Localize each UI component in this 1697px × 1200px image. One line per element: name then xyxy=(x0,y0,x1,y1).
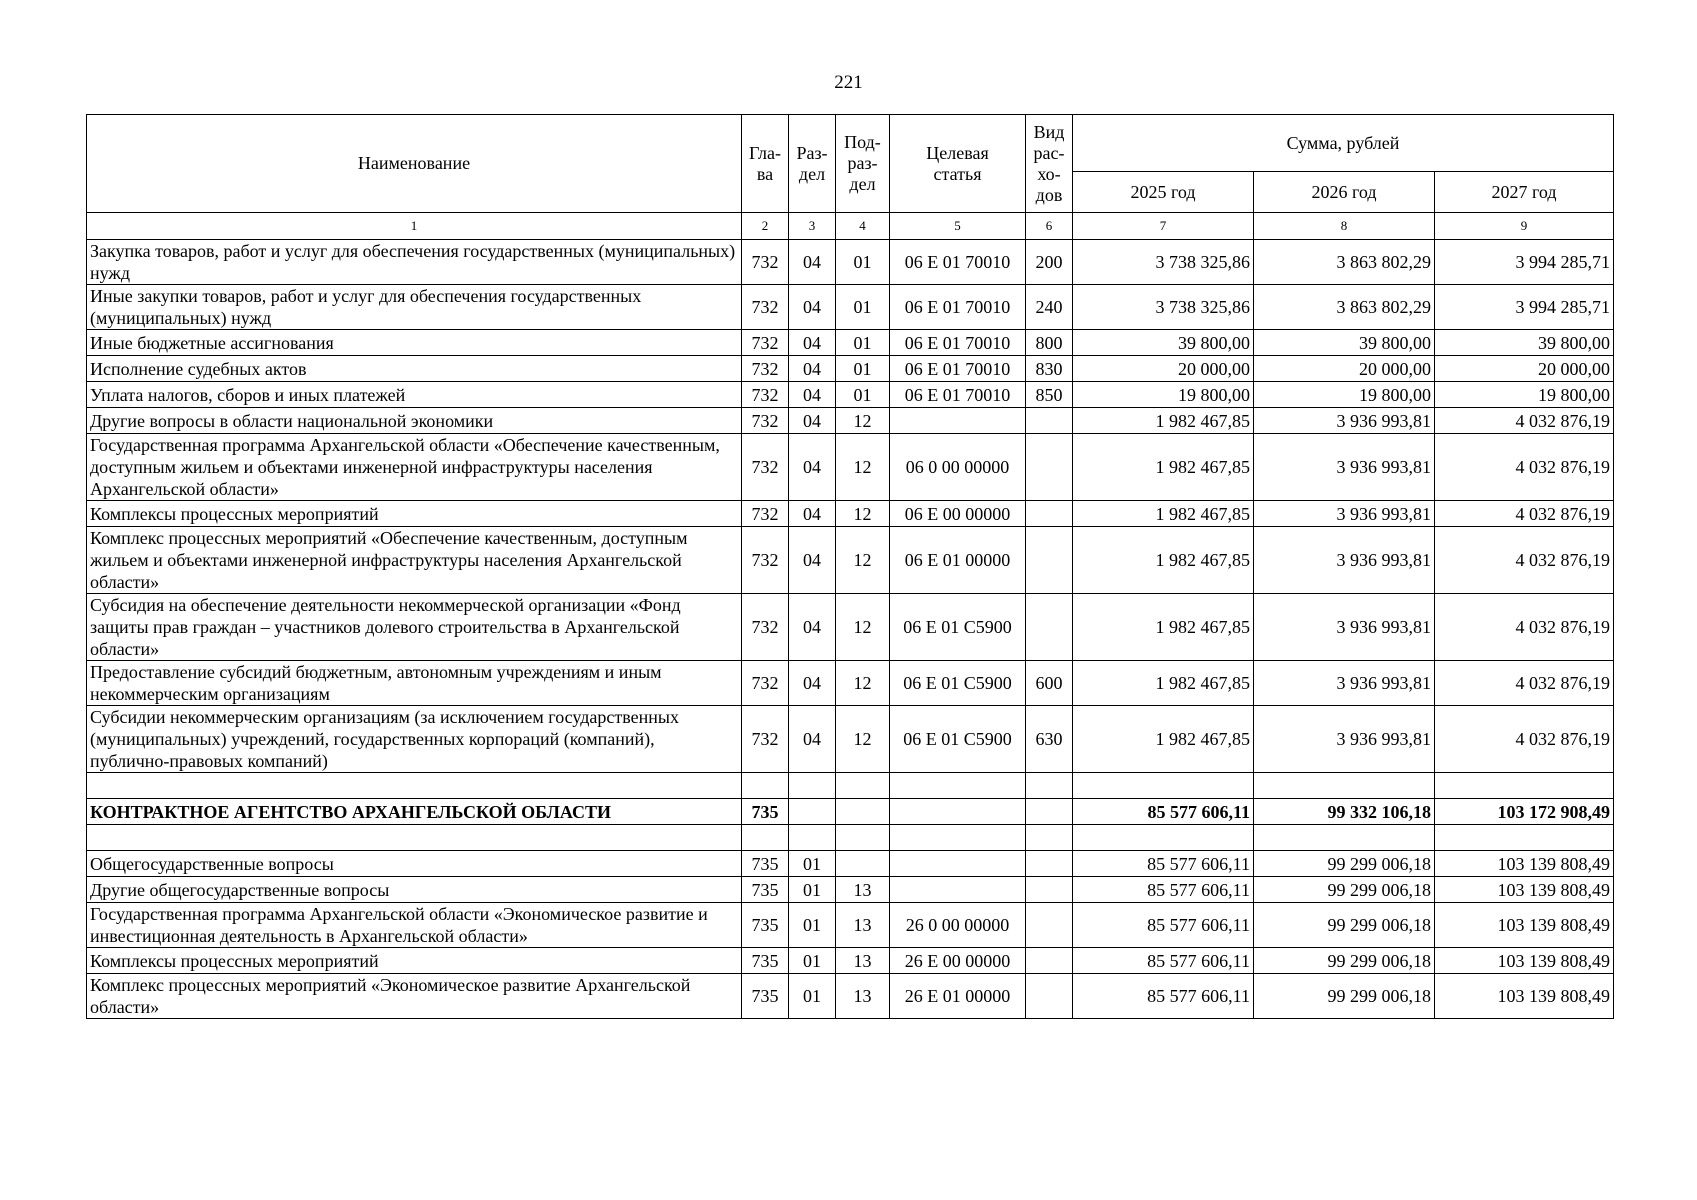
header-podrazdel: Под- раз- дел xyxy=(836,115,890,213)
row-glava: 732 xyxy=(742,661,789,706)
row-podrazdel: 13 xyxy=(836,948,890,974)
row-podrazdel: 01 xyxy=(836,240,890,285)
row-vid xyxy=(1026,434,1073,501)
row-sum-2026: 99 299 006,18 xyxy=(1254,903,1435,948)
row-glava: 735 xyxy=(742,903,789,948)
row-sum-2027 xyxy=(1435,773,1614,799)
table-row xyxy=(87,527,1614,594)
row-target xyxy=(890,773,1026,799)
row-sum-2026: 3 936 993,81 xyxy=(1254,434,1435,501)
row-vid xyxy=(1026,851,1073,877)
row-sum-2025: 1 982 467,85 xyxy=(1073,501,1254,527)
row-razdel: 04 xyxy=(789,594,836,661)
row-podrazdel xyxy=(836,825,890,851)
row-sum-2026: 3 936 993,81 xyxy=(1254,408,1435,434)
table-row xyxy=(87,706,1614,773)
row-sum-2025: 19 800,00 xyxy=(1073,382,1254,408)
row-razdel: 04 xyxy=(789,408,836,434)
page-number: 221 xyxy=(834,72,863,93)
table-row xyxy=(87,877,1614,903)
row-sum-2027: 4 032 876,19 xyxy=(1435,408,1614,434)
row-razdel: 04 xyxy=(789,706,836,773)
row-razdel: 04 xyxy=(789,330,836,356)
row-glava: 732 xyxy=(742,240,789,285)
row-razdel: 01 xyxy=(789,974,836,1019)
row-name: Уплата налогов, сборов и иных платежей xyxy=(87,382,742,408)
row-name: Государственная программа Архангельской области «Обеспечение качественным, доступным жильем и объектами инженерной инфраструктуры населения Архангельской области» xyxy=(87,434,742,501)
header-year-2027: 2027 год xyxy=(1435,172,1614,213)
row-razdel xyxy=(789,773,836,799)
row-razdel: 04 xyxy=(789,661,836,706)
header-year-2026: 2026 год xyxy=(1254,172,1435,213)
row-target: 06 Е 01 С5900 xyxy=(890,706,1026,773)
row-sum-2027: 103 139 808,49 xyxy=(1435,974,1614,1019)
row-sum-2025: 85 577 606,11 xyxy=(1073,799,1254,825)
table-row xyxy=(87,594,1614,661)
row-sum-2025: 3 738 325,86 xyxy=(1073,285,1254,330)
row-sum-2027: 103 139 808,49 xyxy=(1435,851,1614,877)
row-sum-2027: 4 032 876,19 xyxy=(1435,661,1614,706)
row-sum-2025: 85 577 606,11 xyxy=(1073,948,1254,974)
row-sum-2025: 1 982 467,85 xyxy=(1073,661,1254,706)
row-sum-2026: 3 936 993,81 xyxy=(1254,501,1435,527)
row-podrazdel: 13 xyxy=(836,877,890,903)
row-name: Субсидия на обеспечение деятельности некоммерческой организации «Фонд защиты прав граждан – участников долевого строительства в Архангельской области» xyxy=(87,594,742,661)
row-sum-2027: 103 172 908,49 xyxy=(1435,799,1614,825)
row-sum-2025: 85 577 606,11 xyxy=(1073,974,1254,1019)
row-name: Общегосударственные вопросы xyxy=(87,851,742,877)
table-row xyxy=(87,356,1614,382)
row-vid xyxy=(1026,825,1073,851)
row-target: 06 0 00 00000 xyxy=(890,434,1026,501)
row-name: Предоставление субсидий бюджетным, автономным учреждениям и иным некоммерческим организациям xyxy=(87,661,742,706)
header-target: Целевая статья xyxy=(890,115,1026,213)
header-year-2025: 2025 год xyxy=(1073,172,1254,213)
row-name: Закупка товаров, работ и услуг для обеспечения государственных (муниципальных) нужд xyxy=(87,240,742,285)
column-number: 4 xyxy=(836,213,890,240)
row-podrazdel: 12 xyxy=(836,594,890,661)
row-sum-2025 xyxy=(1073,825,1254,851)
row-glava: 732 xyxy=(742,330,789,356)
row-name: Исполнение судебных актов xyxy=(87,356,742,382)
row-sum-2026: 99 299 006,18 xyxy=(1254,974,1435,1019)
row-sum-2026: 20 000,00 xyxy=(1254,356,1435,382)
row-glava: 732 xyxy=(742,434,789,501)
row-glava: 732 xyxy=(742,408,789,434)
row-podrazdel xyxy=(836,851,890,877)
table-row xyxy=(87,330,1614,356)
row-target: 06 Е 01 70010 xyxy=(890,285,1026,330)
row-glava: 735 xyxy=(742,851,789,877)
row-sum-2027: 39 800,00 xyxy=(1435,330,1614,356)
row-vid xyxy=(1026,594,1073,661)
table-row xyxy=(87,382,1614,408)
row-sum-2025: 85 577 606,11 xyxy=(1073,903,1254,948)
row-razdel xyxy=(789,799,836,825)
table-row xyxy=(87,285,1614,330)
row-vid: 800 xyxy=(1026,330,1073,356)
column-number: 6 xyxy=(1026,213,1073,240)
row-vid xyxy=(1026,408,1073,434)
row-vid: 200 xyxy=(1026,240,1073,285)
row-sum-2025: 20 000,00 xyxy=(1073,356,1254,382)
row-razdel: 01 xyxy=(789,851,836,877)
row-vid: 630 xyxy=(1026,706,1073,773)
header-razdel: Раз- дел xyxy=(789,115,836,213)
column-number: 8 xyxy=(1254,213,1435,240)
row-sum-2025: 1 982 467,85 xyxy=(1073,706,1254,773)
header-name: Наименование xyxy=(87,115,742,213)
row-sum-2025: 3 738 325,86 xyxy=(1073,240,1254,285)
row-vid xyxy=(1026,877,1073,903)
row-podrazdel: 01 xyxy=(836,285,890,330)
row-target: 06 Е 01 00000 xyxy=(890,527,1026,594)
column-number: 3 xyxy=(789,213,836,240)
row-sum-2026: 39 800,00 xyxy=(1254,330,1435,356)
row-podrazdel: 01 xyxy=(836,382,890,408)
row-target xyxy=(890,851,1026,877)
row-vid xyxy=(1026,974,1073,1019)
row-name: Другие вопросы в области национальной экономики xyxy=(87,408,742,434)
row-vid xyxy=(1026,527,1073,594)
row-podrazdel: 12 xyxy=(836,501,890,527)
header-vid: Вид рас- хо- дов xyxy=(1026,115,1073,213)
row-sum-2027: 3 994 285,71 xyxy=(1435,285,1614,330)
table-row xyxy=(87,501,1614,527)
row-target: 06 Е 01 С5900 xyxy=(890,594,1026,661)
row-target: 06 Е 01 70010 xyxy=(890,330,1026,356)
row-name: Комплексы процессных мероприятий xyxy=(87,501,742,527)
row-podrazdel xyxy=(836,799,890,825)
row-glava: 732 xyxy=(742,285,789,330)
row-razdel: 04 xyxy=(789,382,836,408)
row-razdel: 04 xyxy=(789,356,836,382)
row-sum-2027: 4 032 876,19 xyxy=(1435,527,1614,594)
row-name: Государственная программа Архангельской области «Экономическое развитие и инвестиционная деятельность в Архангельской области» xyxy=(87,903,742,948)
row-podrazdel: 12 xyxy=(836,706,890,773)
table-row xyxy=(87,434,1614,501)
row-vid xyxy=(1026,903,1073,948)
row-name xyxy=(87,825,742,851)
row-vid xyxy=(1026,948,1073,974)
table-body xyxy=(87,213,1614,1019)
row-vid: 830 xyxy=(1026,356,1073,382)
row-target: 26 Е 00 00000 xyxy=(890,948,1026,974)
row-sum-2025: 39 800,00 xyxy=(1073,330,1254,356)
row-target xyxy=(890,408,1026,434)
row-razdel: 04 xyxy=(789,285,836,330)
row-glava xyxy=(742,773,789,799)
row-target xyxy=(890,825,1026,851)
row-target: 26 0 00 00000 xyxy=(890,903,1026,948)
row-target: 06 Е 01 70010 xyxy=(890,240,1026,285)
row-podrazdel: 12 xyxy=(836,408,890,434)
table-row xyxy=(87,825,1614,851)
row-glava: 735 xyxy=(742,799,789,825)
row-sum-2026 xyxy=(1254,773,1435,799)
row-glava: 732 xyxy=(742,706,789,773)
row-sum-2026: 3 936 993,81 xyxy=(1254,706,1435,773)
table-row xyxy=(87,974,1614,1019)
row-glava: 732 xyxy=(742,501,789,527)
row-sum-2025 xyxy=(1073,773,1254,799)
row-glava xyxy=(742,825,789,851)
table-row xyxy=(87,661,1614,706)
table-row xyxy=(87,240,1614,285)
table-row xyxy=(87,773,1614,799)
table-row xyxy=(87,408,1614,434)
row-glava: 732 xyxy=(742,356,789,382)
row-razdel: 04 xyxy=(789,501,836,527)
row-sum-2027: 3 994 285,71 xyxy=(1435,240,1614,285)
row-razdel xyxy=(789,825,836,851)
row-sum-2027: 103 139 808,49 xyxy=(1435,877,1614,903)
row-sum-2025: 1 982 467,85 xyxy=(1073,527,1254,594)
column-number: 7 xyxy=(1073,213,1254,240)
row-glava: 732 xyxy=(742,527,789,594)
row-sum-2027: 4 032 876,19 xyxy=(1435,594,1614,661)
row-sum-2025: 1 982 467,85 xyxy=(1073,594,1254,661)
row-sum-2026: 99 299 006,18 xyxy=(1254,851,1435,877)
row-razdel: 01 xyxy=(789,903,836,948)
row-podrazdel: 12 xyxy=(836,527,890,594)
header-glava: Гла- ва xyxy=(742,115,789,213)
row-sum-2026: 3 936 993,81 xyxy=(1254,594,1435,661)
row-glava: 732 xyxy=(742,594,789,661)
table-row xyxy=(87,851,1614,877)
row-sum-2026: 3 863 802,29 xyxy=(1254,240,1435,285)
row-sum-2025: 1 982 467,85 xyxy=(1073,434,1254,501)
row-name: Комплекс процессных мероприятий «Экономическое развитие Архангельской области» xyxy=(87,974,742,1019)
row-podrazdel: 01 xyxy=(836,356,890,382)
row-podrazdel: 01 xyxy=(836,330,890,356)
row-name: Субсидии некоммерческим организациям (за исключением государственных (муниципальных) учреждений, государственных корпораций (компаний), публично-правовых компаний) xyxy=(87,706,742,773)
budget-table xyxy=(86,114,1614,1019)
row-name: Комплексы процессных мероприятий xyxy=(87,948,742,974)
column-number: 5 xyxy=(890,213,1026,240)
row-sum-2027: 103 139 808,49 xyxy=(1435,903,1614,948)
row-razdel: 04 xyxy=(789,434,836,501)
row-sum-2027: 20 000,00 xyxy=(1435,356,1614,382)
row-sum-2025: 85 577 606,11 xyxy=(1073,877,1254,903)
row-target: 06 Е 01 С5900 xyxy=(890,661,1026,706)
row-sum-2026: 3 936 993,81 xyxy=(1254,527,1435,594)
row-sum-2026: 99 299 006,18 xyxy=(1254,877,1435,903)
row-podrazdel: 13 xyxy=(836,903,890,948)
row-razdel: 04 xyxy=(789,527,836,594)
table-row xyxy=(87,903,1614,948)
row-glava: 732 xyxy=(742,382,789,408)
row-sum-2027: 4 032 876,19 xyxy=(1435,706,1614,773)
row-sum-2026 xyxy=(1254,825,1435,851)
row-vid xyxy=(1026,501,1073,527)
row-vid xyxy=(1026,773,1073,799)
row-name xyxy=(87,773,742,799)
row-sum-2026: 3 863 802,29 xyxy=(1254,285,1435,330)
row-sum-2026: 3 936 993,81 xyxy=(1254,661,1435,706)
row-vid: 600 xyxy=(1026,661,1073,706)
row-target: 06 Е 01 70010 xyxy=(890,356,1026,382)
row-podrazdel: 12 xyxy=(836,661,890,706)
row-glava: 735 xyxy=(742,974,789,1019)
row-vid xyxy=(1026,799,1073,825)
row-name: Комплекс процессных мероприятий «Обеспечение качественным, доступным жильем и объектами инженерной инфраструктуры населения Архангельской области» xyxy=(87,527,742,594)
row-sum-2025: 85 577 606,11 xyxy=(1073,851,1254,877)
row-sum-2026: 99 332 106,18 xyxy=(1254,799,1435,825)
row-name: Другие общегосударственные вопросы xyxy=(87,877,742,903)
column-number: 2 xyxy=(742,213,789,240)
row-sum-2027: 103 139 808,49 xyxy=(1435,948,1614,974)
row-vid: 850 xyxy=(1026,382,1073,408)
row-sum-2026: 99 299 006,18 xyxy=(1254,948,1435,974)
row-target: 26 Е 01 00000 xyxy=(890,974,1026,1019)
table-row xyxy=(87,799,1614,825)
row-podrazdel xyxy=(836,773,890,799)
row-target xyxy=(890,877,1026,903)
column-numbers-row xyxy=(87,213,1614,240)
row-glava: 735 xyxy=(742,948,789,974)
column-number: 1 xyxy=(87,213,742,240)
row-podrazdel: 12 xyxy=(836,434,890,501)
row-target: 06 Е 00 00000 xyxy=(890,501,1026,527)
row-name: КОНТРАКТНОЕ АГЕНТСТВО АРХАНГЕЛЬСКОЙ ОБЛАСТИ xyxy=(87,799,742,825)
row-sum-2025: 1 982 467,85 xyxy=(1073,408,1254,434)
row-sum-2027: 19 800,00 xyxy=(1435,382,1614,408)
row-target xyxy=(890,799,1026,825)
row-razdel: 01 xyxy=(789,877,836,903)
row-name: Иные бюджетные ассигнования xyxy=(87,330,742,356)
row-sum-2027: 4 032 876,19 xyxy=(1435,434,1614,501)
row-razdel: 01 xyxy=(789,948,836,974)
row-target: 06 Е 01 70010 xyxy=(890,382,1026,408)
table-row xyxy=(87,948,1614,974)
row-glava: 735 xyxy=(742,877,789,903)
row-sum-2027: 4 032 876,19 xyxy=(1435,501,1614,527)
row-vid: 240 xyxy=(1026,285,1073,330)
row-podrazdel: 13 xyxy=(836,974,890,1019)
column-number: 9 xyxy=(1435,213,1614,240)
row-name: Иные закупки товаров, работ и услуг для обеспечения государственных (муниципальных) нужд xyxy=(87,285,742,330)
row-razdel: 04 xyxy=(789,240,836,285)
row-sum-2027 xyxy=(1435,825,1614,851)
row-sum-2026: 19 800,00 xyxy=(1254,382,1435,408)
header-sum: Сумма, рублей xyxy=(1073,115,1614,172)
